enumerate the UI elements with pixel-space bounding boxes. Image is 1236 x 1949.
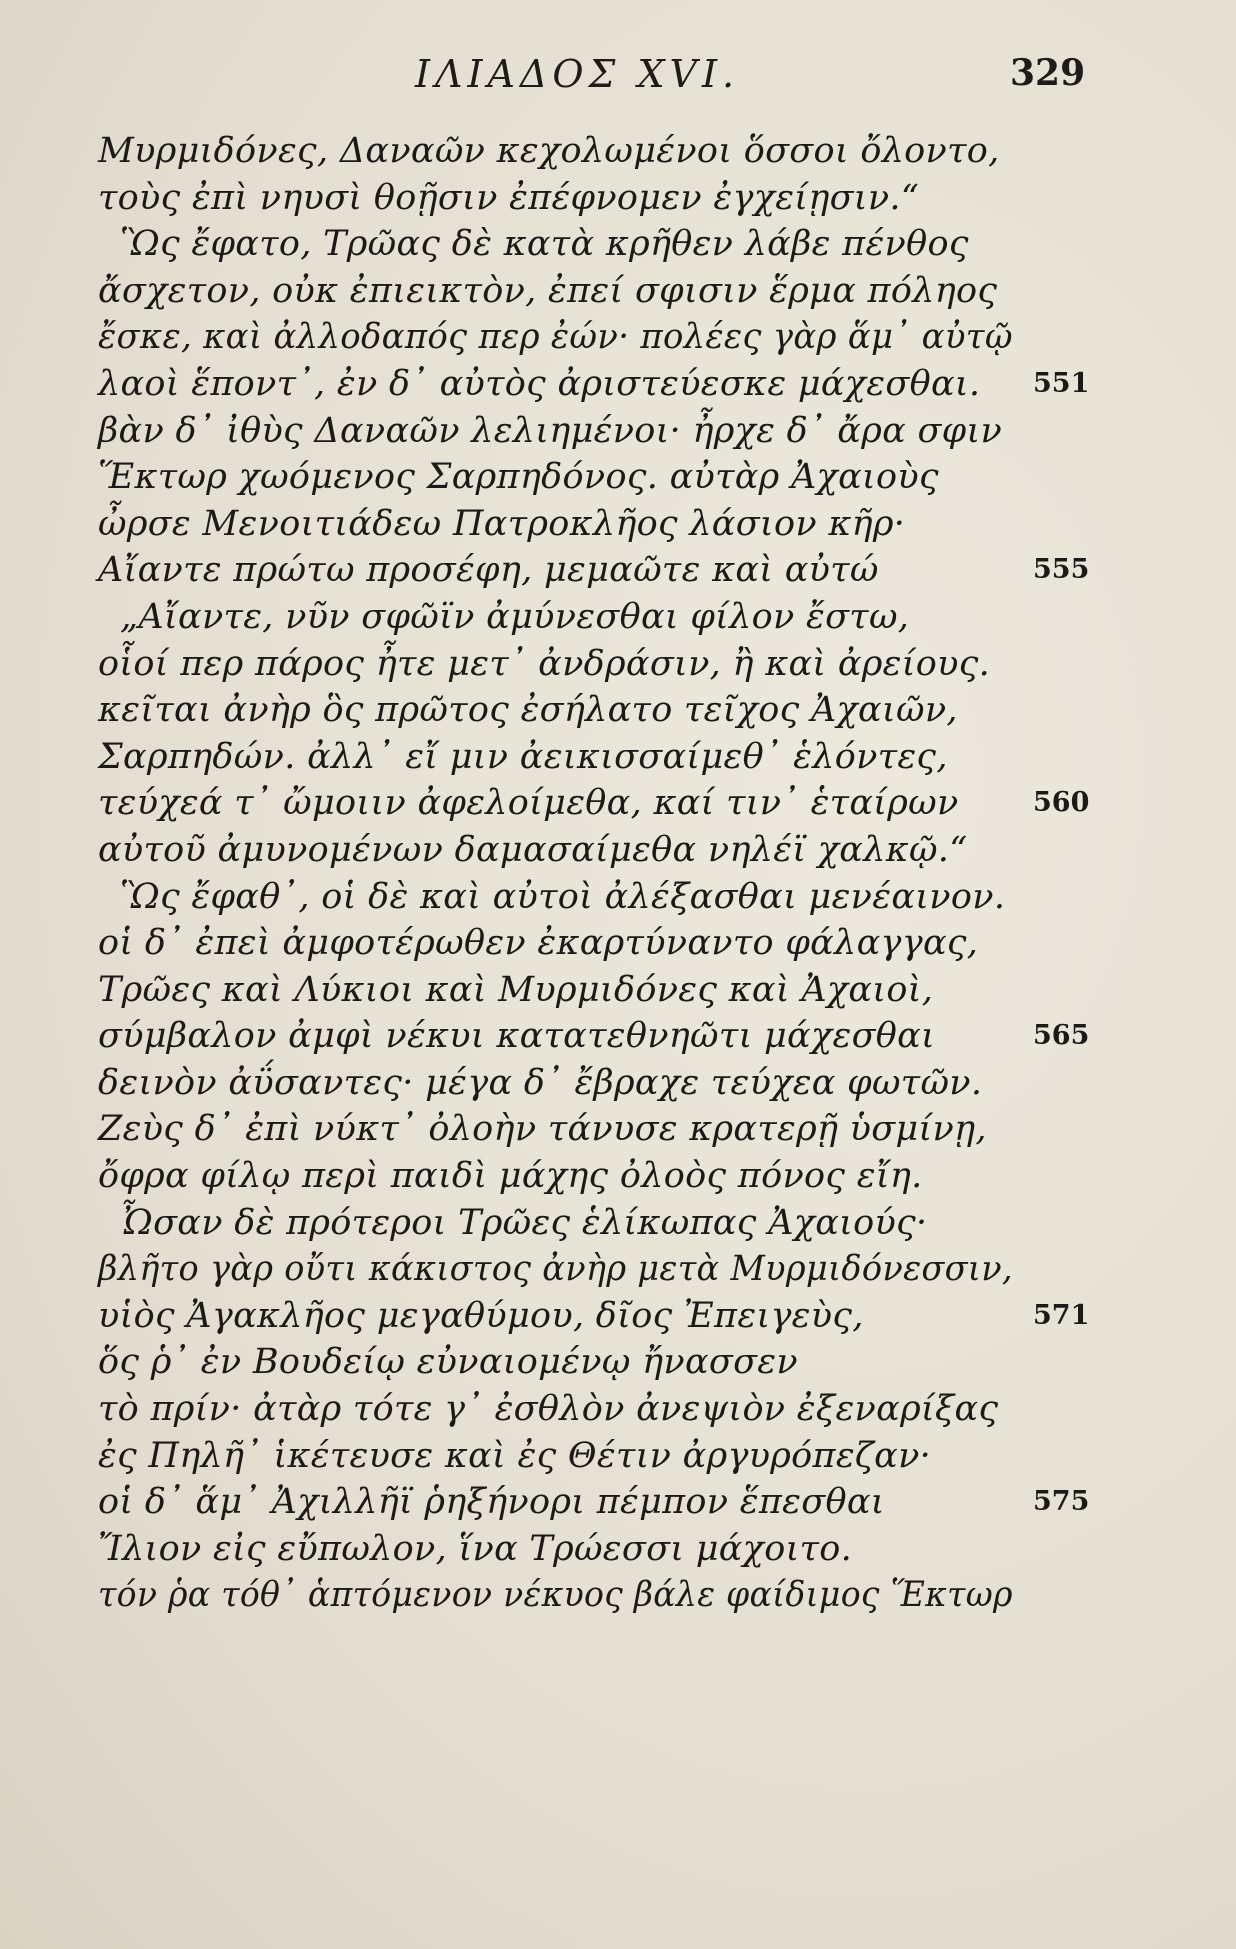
verse-line xyxy=(98,1013,1098,1060)
verse-line xyxy=(98,594,1098,641)
verse-text: ὄφρα φίλῳ περὶ παιδὶ μάχης ὀλοὸς πόνος εἴη. xyxy=(98,1156,923,1197)
verse-line xyxy=(98,1339,1098,1386)
verse-line xyxy=(98,1153,1098,1200)
verse-line xyxy=(98,827,1098,874)
verse-text: Μυρμιδόνες, Δαναῶν κεχολωμένοι ὅσσοι ὄλοντο, xyxy=(98,131,1000,171)
verse-line xyxy=(98,1060,1098,1107)
verse-line xyxy=(98,361,1098,408)
verse-line xyxy=(98,687,1098,734)
verse-text: οἱ δ᾽ ἐπεὶ ἀμφοτέρωθεν ἐκαρτύναντο φάλαγγας, xyxy=(98,923,979,964)
line-number: 560 xyxy=(1033,787,1090,819)
verse-text: τόν ῥα τόθ᾽ ἁπτόμενον νέκυος βάλε φαίδιμος Ἕκτωρ xyxy=(98,1575,1013,1616)
page-header xyxy=(0,52,1236,102)
verse-text: Αἴαντε πρώτω προσέφη, μεμαῶτε καὶ αὐτώ xyxy=(98,550,879,591)
verse-line xyxy=(98,1526,1098,1573)
verse-text: Ζεὺς δ᾽ ἐπὶ νύκτ᾽ ὀλοὴν τάνυσε κρατερῇ ὑσμίνῃ, xyxy=(98,1109,987,1150)
verse-line xyxy=(98,408,1098,455)
line-number: 575 xyxy=(1033,1486,1090,1518)
verse-text: Ὣς ἔφαθ᾽, οἱ δὲ καὶ αὐτοὶ ἀλέξασθαι μενέαινον. xyxy=(120,876,1006,917)
verse-text: υἱὸς Ἀγακλῆος μεγαθύμου, δῖος Ἐπειγεὺς, xyxy=(98,1295,864,1336)
verse-text: Σαρπηδών. ἀλλ᾽ εἴ μιν ἀεικισσαίμεθ᾽ ἑλόντες, xyxy=(98,736,948,777)
verse-text: τεύχεά τ᾽ ὤμοιιν ἀφελοίμεθα, καί τιν᾽ ἑταίρων xyxy=(98,783,959,824)
verse-line xyxy=(98,1386,1098,1433)
verse-line xyxy=(98,967,1098,1014)
verse-line xyxy=(98,175,1098,222)
verse-line xyxy=(98,780,1098,827)
verse-text: οἱ δ᾽ ἅμ᾽ Ἀχιλλῆϊ ῥηξήνορι πέμπον ἕπεσθαι xyxy=(98,1482,885,1523)
verse-text: σύμβαλον ἀμφὶ νέκυι κατατεθνηῶτι μάχεσθαι xyxy=(98,1016,936,1057)
verse-line xyxy=(98,1433,1098,1480)
verse-line xyxy=(98,874,1098,921)
line-number: 551 xyxy=(1033,367,1090,399)
verse-line xyxy=(98,268,1098,315)
verse-text: αὐτοῦ ἀμυνομένων δαμασαίμεθα νηλέϊ χαλκῷ.“ xyxy=(98,829,968,870)
verse-text: Τρῶες καὶ Λύκιοι καὶ Μυρμιδόνες καὶ Ἀχαιοὶ, xyxy=(98,969,934,1010)
running-title: ΙΛΙΑΔΟΣ XVI. xyxy=(415,52,740,96)
verse-line xyxy=(98,641,1098,688)
verse-text: ἄσχετον, οὐκ ἐπιεικτὸν, ἐπεί σφισιν ἕρμα πόληος xyxy=(98,270,998,311)
verse-text: ὦρσε Μενοιτιάδεω Πατροκλῆος λάσιον κῆρ· xyxy=(98,503,906,544)
verse-line xyxy=(98,1479,1098,1526)
line-number: 555 xyxy=(1033,554,1090,586)
verse-text: ἔσκε, καὶ ἀλλοδαπός περ ἐών· πολέες γὰρ ἅμ᾽ αὐτῷ xyxy=(98,317,1013,358)
verse-text: Ἕκτωρ χωόμενος Σαρπηδόνος. αὐτὰρ Ἀχαιοὺς xyxy=(98,457,939,498)
verse-line xyxy=(98,1106,1098,1153)
line-number: 565 xyxy=(1033,1020,1090,1052)
verse-text: ὅς ῥ᾽ ἐν Βουδείῳ εὐναιομένῳ ἤνασσεν xyxy=(98,1342,798,1383)
verse-text: ἐς Πηλῆ᾽ ἱκέτευσε καὶ ἐς Θέτιν ἀργυρόπεζαν· xyxy=(98,1435,932,1476)
verse-text: Ἴλιον εἰς εὔπωλον, ἵνα Τρώεσσι μάχοιτο. xyxy=(98,1528,853,1569)
verse-text: κεῖται ἀνὴρ ὃς πρῶτος ἐσήλατο τεῖχος Ἀχαιῶν, xyxy=(98,690,958,731)
verse-line xyxy=(98,501,1098,548)
verse-text: „Αἴαντε, νῦν σφῶϊν ἀμύνεσθαι φίλον ἔστω, xyxy=(120,596,910,637)
verse-text: τὸ πρίν· ἀτὰρ τότε γ᾽ ἐσθλὸν ἀνεψιὸν ἐξεναρίξας xyxy=(98,1389,999,1430)
line-number: 571 xyxy=(1033,1299,1090,1331)
verse-line xyxy=(98,1572,1098,1619)
verse-text: βλῆτο γὰρ οὔτι κάκιστος ἀνὴρ μετὰ Μυρμιδόνεσσιν, xyxy=(98,1249,1013,1290)
verse-line xyxy=(98,1200,1098,1247)
verse-text: Ὣς ἔφατο, Τρῶας δὲ κατὰ κρῆθεν λάβε πένθος xyxy=(120,224,969,265)
page-number: 329 xyxy=(1010,52,1086,94)
verse-text: δεινὸν ἀΰσαντες· μέγα δ᾽ ἔβραχε τεύχεα φωτῶν. xyxy=(98,1062,983,1103)
verse-line xyxy=(98,1246,1098,1293)
verse-line xyxy=(98,1293,1098,1340)
verse-text: Ὦσαν δὲ πρότεροι Τρῶες ἑλίκωπας Ἀχαιούς· xyxy=(120,1202,928,1243)
verse-block xyxy=(98,128,1098,1619)
verse-line xyxy=(98,734,1098,781)
verse-line xyxy=(98,314,1098,361)
verse-text: λαοὶ ἕποντ᾽, ἐν δ᾽ αὐτὸς ἀριστεύεσκε μάχεσθαι. xyxy=(98,363,981,404)
verse-line xyxy=(98,454,1098,501)
verse-text: τοὺς ἐπὶ νηυσὶ θοῇσιν ἐπέφνομεν ἐγχείῃσιν.“ xyxy=(98,177,920,218)
verse-text: βὰν δ᾽ ἰθὺς Δαναῶν λελιημένοι· ἦρχε δ᾽ ἄρα σφιν xyxy=(98,410,1003,451)
verse-line xyxy=(98,920,1098,967)
verse-line xyxy=(98,128,1098,175)
verse-text: οἷοί περ πάρος ἦτε μετ᾽ ἀνδράσιν, ἢ καὶ ἀρείους. xyxy=(98,643,991,684)
verse-line xyxy=(98,547,1098,594)
verse-line xyxy=(98,221,1098,268)
